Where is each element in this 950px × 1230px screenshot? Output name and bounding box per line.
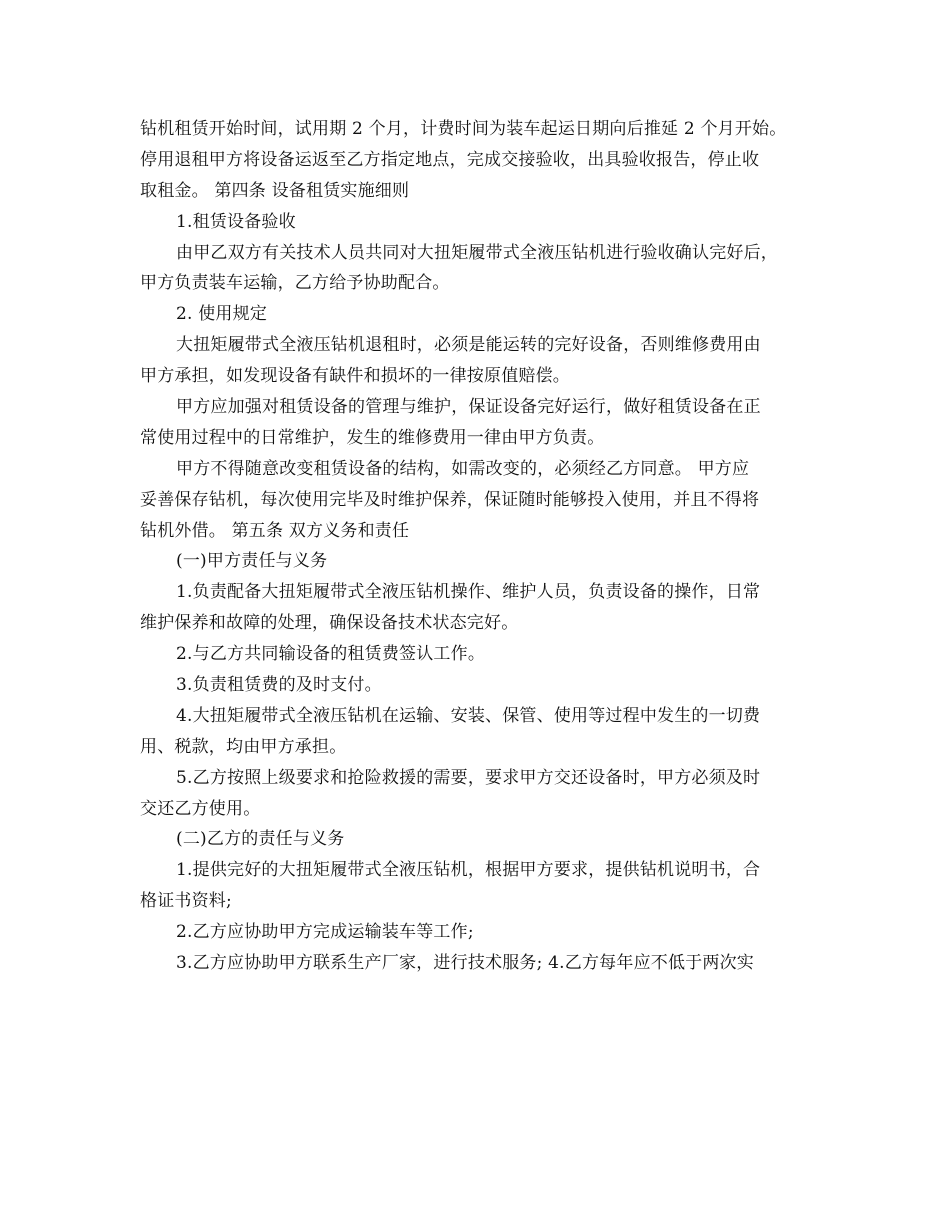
section-heading: (一)甲方责任与义务: [176, 551, 328, 572]
list-item: 3.负责租赁费的及时支付。: [176, 675, 382, 696]
list-item: 5.乙方按照上级要求和抢险救援的需要，要求甲方交还设备时，甲方必须及时: [176, 767, 761, 788]
text-line: 停用退租甲方将设备运返至乙方指定地点，完成交接验收，出具验收报告，停止收: [140, 149, 760, 170]
list-item: 1.提供完好的大扭矩履带式全液压钻机，根据甲方要求，提供钻机说明书，合: [176, 860, 761, 881]
text-line: 甲方不得随意改变租赁设备的结构，如需改变的，必须经乙方同意。 甲方应: [176, 458, 750, 479]
text-line: 钻机租赁开始时间，试用期 2 个月，计费时间为装车起运日期向后推延 2 个月开始。: [140, 119, 787, 139]
text-line: 由甲乙双方有关技术人员共同对大扭矩履带式全液压钻机进行验收确认完好后，: [176, 242, 778, 263]
list-item: 4.大扭矩履带式全液压钻机在运输、安装、保管、使用等过程中发生的一切费: [176, 705, 761, 726]
section-heading: 1.租赁设备验收: [176, 211, 296, 232]
text-line: 格证书资料;: [140, 891, 232, 912]
text-line: 妥善保存钻机，每次使用完毕及时维护保养，保证随时能够投入使用，并且不得将: [140, 489, 760, 510]
list-item: 2.乙方应协助甲方完成运输装车等工作;: [176, 922, 474, 943]
document-body: [140, 114, 830, 979]
text-line: 取租金。 第四条 设备租赁实施细则: [140, 180, 410, 201]
section-heading: (二)乙方的责任与义务: [176, 829, 345, 850]
list-item: 1.负责配备大扭矩履带式全液压钻机操作、维护人员，负责设备的操作，日常: [176, 582, 761, 603]
text-line: 交还乙方使用。: [140, 798, 261, 819]
section-heading: 2. 使用规定: [176, 304, 268, 325]
text-line: 甲方承担，如发现设备有缺件和损坏的一律按原值赔偿。: [140, 366, 570, 387]
text-line: 维护保养和故障的处理，确保设备技术状态完好。: [140, 613, 519, 634]
text-line: 钻机外借。 第五条 双方义务和责任: [140, 520, 410, 541]
text-line: 大扭矩履带式全液压钻机退租时，必须是能运转的完好设备，否则维修费用由: [176, 335, 761, 356]
list-item: 3.乙方应协助甲方联系生产厂家，进行技术服务; 4.乙方每年应不低于两次实: [176, 953, 754, 974]
text-line: 甲方负责装车运输，乙方给予协助配合。: [140, 273, 450, 294]
text-line: 用、税款，均由甲方承担。: [140, 736, 347, 757]
text-line: 甲方应加强对租赁设备的管理与维护，保证设备完好运行，做好租赁设备在正: [176, 397, 761, 418]
list-item: 2.与乙方共同输设备的租赁费签认工作。: [176, 644, 486, 665]
text-line: 常使用过程中的日常维护，发生的维修费用一律由甲方负责。: [140, 427, 605, 448]
